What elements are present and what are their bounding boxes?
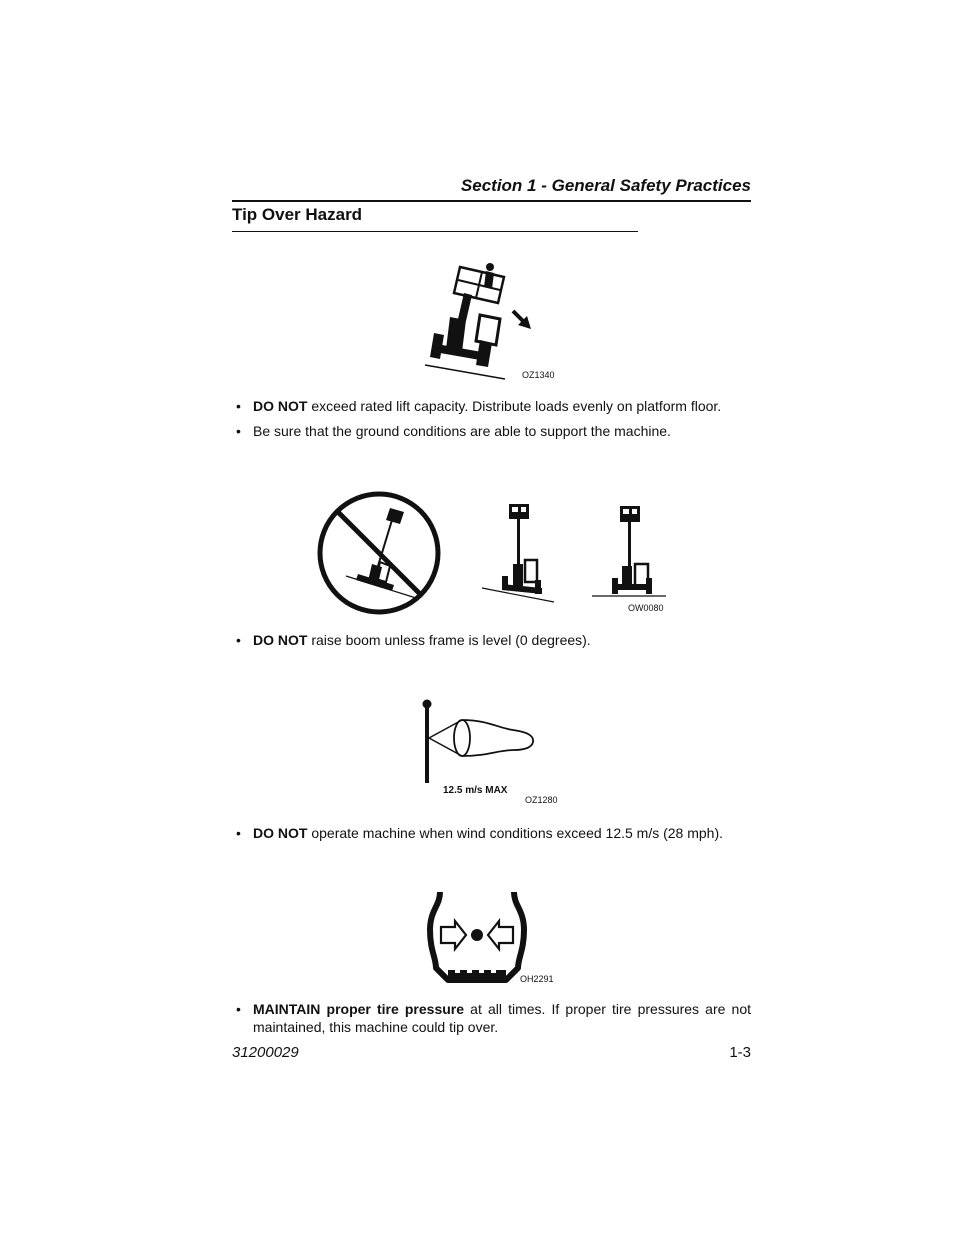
bullet-bold-text: DO NOT <box>253 398 308 414</box>
bullet-bold-text: DO NOT <box>253 825 308 841</box>
tire-pressure-icon <box>428 888 526 984</box>
bullet-bold-text: DO NOT <box>253 632 308 648</box>
bullet-symbol: • <box>236 1001 241 1017</box>
figure-code-oh2291: OH2291 <box>520 974 554 984</box>
header-rule <box>232 200 751 202</box>
wind-speed-label: 12.5 m/s MAX <box>443 785 508 796</box>
figure-code-oz1340: OZ1340 <box>522 370 555 380</box>
doc-number: 31200029 <box>232 1044 299 1061</box>
bullet-bold-text: MAINTAIN proper tire pressure <box>253 1001 465 1017</box>
page-number: 1-3 <box>729 1044 751 1061</box>
bullet-symbol: • <box>236 825 241 841</box>
bullet-symbol: • <box>236 423 241 439</box>
figure-code-ow0080: OW0080 <box>628 603 664 613</box>
level-lift-illustration <box>592 502 668 602</box>
windsock-icon <box>418 698 538 784</box>
heading-rule <box>232 231 638 232</box>
section-title: Section 1 - General Safety Practices <box>460 176 751 195</box>
bullet-symbol: • <box>236 398 241 414</box>
bullet-text: Be sure that the ground conditions are able to support the machine. <box>253 423 671 439</box>
bullet-symbol: • <box>236 632 241 648</box>
figure-code-oz1280: OZ1280 <box>525 795 558 805</box>
sloped-lift-illustration <box>480 500 555 605</box>
prohibited-slope-icon <box>316 490 442 616</box>
page-heading: Tip Over Hazard <box>232 205 363 224</box>
bullet-text: raise boom unless frame is level (0 degrees). <box>307 632 591 648</box>
tip-over-illustration <box>420 255 550 385</box>
bullet-text: operate machine when wind conditions exceed 12.5 m/s (28 mph). <box>307 825 724 841</box>
bullet-text: exceed rated lift capacity. Distribute loads evenly on platform floor. <box>307 398 722 414</box>
bullet-text: at all times. If proper tire pressures are not maintained, this machine could tip over. <box>253 1001 751 1035</box>
bullet-item <box>236 1000 751 1036</box>
